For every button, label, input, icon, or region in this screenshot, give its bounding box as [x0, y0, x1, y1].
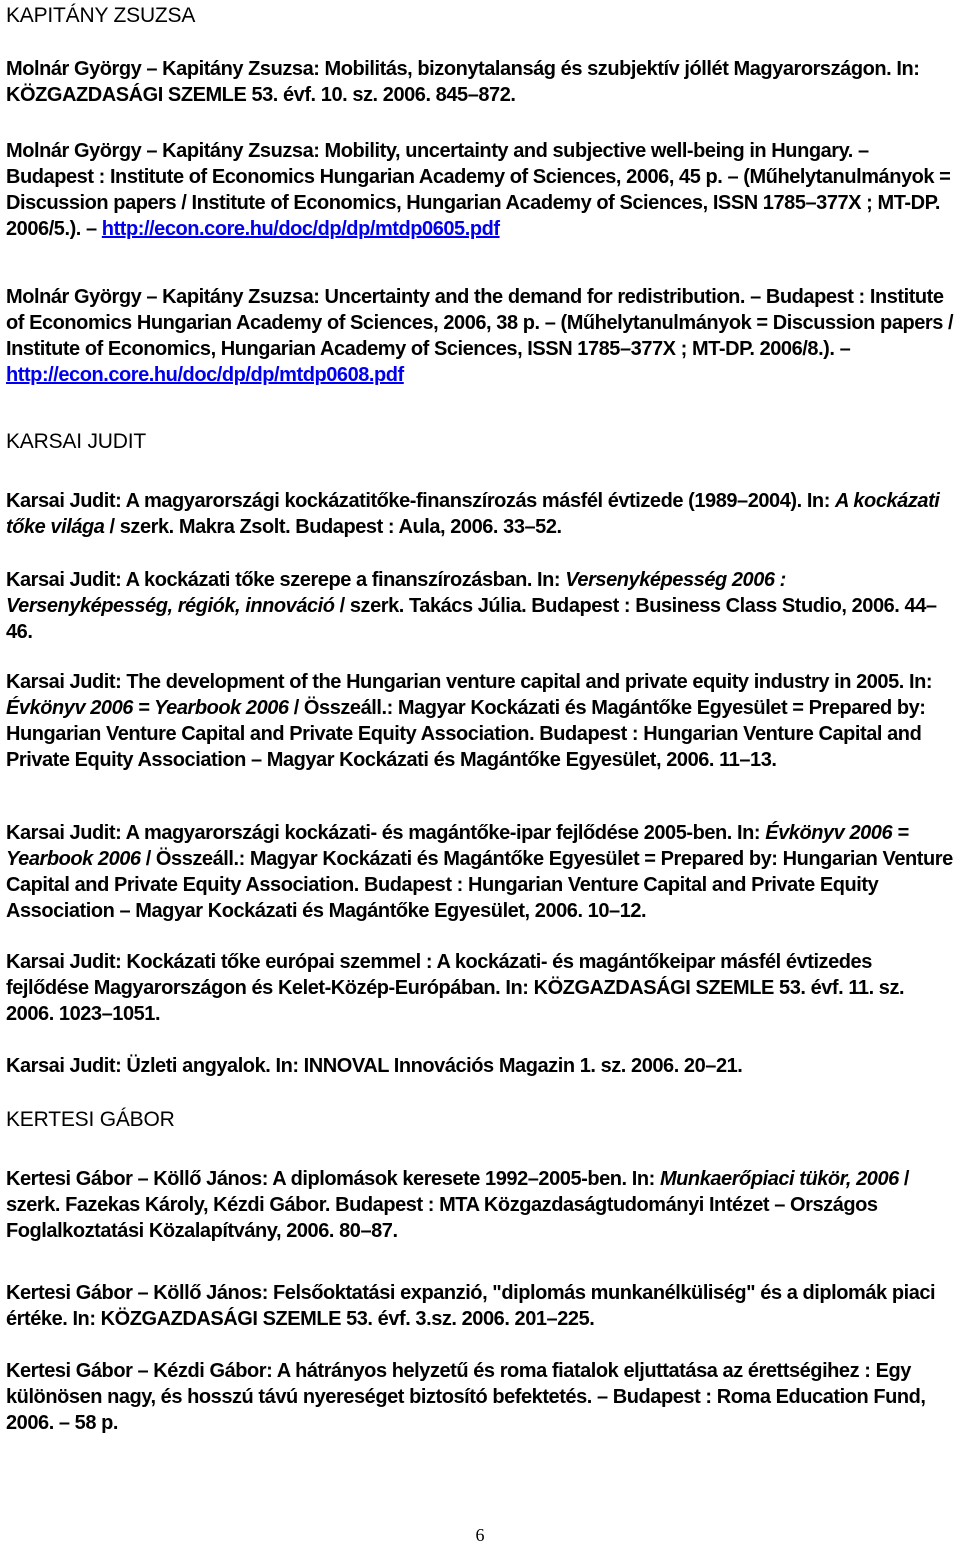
author-heading-kapitany: KAPITÁNY ZSUZSA [6, 4, 196, 27]
bibliography-entry [6, 1053, 742, 1079]
entry-text: Karsai Judit: Üzleti angyalok. In: INNOVAL Innovációs Magazin 1. sz. 2006. 20–21. [6, 1055, 743, 1077]
bibliography-entry [6, 56, 956, 108]
pdf-link[interactable]: http://econ.core.hu/doc/dp/dp/mtdp0608.pdf [6, 364, 404, 386]
author-heading-kertesi: KERTESI GÁBOR [6, 1108, 175, 1131]
entry-text: / szerk. Fazekas Károly, Kézdi Gábor. Budapest : MTA Közgazdaságtudományi Intézet – Országos Foglalkoztatási Közalapítvány, 2006. 80–87. [6, 1168, 910, 1242]
book-title: Évkönyv 2006 = Yearbook 2006 [6, 697, 289, 719]
entry-text: / szerk. Makra Zsolt. Budapest : Aula, 2006. 33–52. [104, 516, 562, 538]
pdf-link[interactable]: http://econ.core.hu/doc/dp/dp/mtdp0605.pdf [101, 218, 500, 240]
bibliography-entry [6, 284, 956, 388]
entry-text: Kertesi Gábor – Köllő János: Felsőoktatási expanzió, "diplomás munkanélküliség" és a diplomák piaci értéke. In: KÖZGAZDASÁGI SZEMLE 53. évf. 3.sz. 2006. 201–225. [6, 1282, 936, 1330]
entry-text: Kertesi Gábor – Kézdi Gábor: A hátrányos helyzetű és roma fiatalok eljuttatása az érettségihez : Egy különösen nagy, és hosszú távú nyereséget biztosító befektetés. – Budapest : Roma Education Fund, 2006. – 58 p. [6, 1360, 926, 1434]
entry-text: Molnár György – Kapitány Zsuzsa: Uncertainty and the demand for redistribution. – Budapest : Institute of Economics Hungarian Academy of Sciences, 2006, 38 p. – (Műhelytanulmányok = Discussion papers / Institute of Economics, Hungarian Academy of Sciences, ISSN 1785–377X ; MT-DP. 2006/8.). – [6, 286, 954, 360]
bibliography-entry [6, 138, 956, 242]
author-heading-karsai: KARSAI JUDIT [6, 430, 146, 453]
book-title: Munkaerőpiaci tükör, 2006 [659, 1168, 899, 1190]
book-title: Évkönyv 2006 = Yearbook 2006 [6, 822, 909, 870]
entry-text: Karsai Judit: A magyarországi kockázati- és magántőke-ipar fejlődése 2005-ben. In: [6, 822, 766, 844]
entry-text: Karsai Judit: The development of the Hungarian venture capital and private equity industry in 2005. In: [6, 671, 933, 693]
entry-text: Karsai Judit: A magyarországi kockázatitőke-finanszírozás másfél évtizede (1989–2004). In: [6, 490, 836, 512]
book-title: Versenyképesség 2006 : Versenyképesség, régiók, innováció [6, 569, 786, 617]
bibliography-entry [6, 1358, 956, 1436]
entry-text: Molnár György – Kapitány Zsuzsa: Mobilitás, bizonytalanság és szubjektív jóllét Magyarországon. In: KÖZGAZDASÁGI SZEMLE 53. évf. 10. sz. 2006. 845–872. [6, 58, 920, 106]
entry-text: / szerk. Takács Júlia. Budapest : Business Class Studio, 2006. 44–46. [6, 595, 937, 643]
bibliography-entry [6, 820, 956, 924]
bibliography-entry [6, 949, 956, 1027]
entry-text: Karsai Judit: Kockázati tőke európai szemmel : A kockázati- és magántőkeipar másfél évtizedes fejlődése Magyarországon és Kelet-Közép-Európában. In: KÖZGAZDASÁGI SZEMLE 53. évf. 11. sz. 2006. 1023–1051. [6, 951, 905, 1025]
bibliography-entry [6, 669, 956, 773]
bibliography-entry [6, 488, 956, 540]
entry-text: / Összeáll.: Magyar Kockázati és Magántőke Egyesület = Prepared by: Hungarian Venture Capital and Private Equity Association. Budapest : Hungarian Venture Capital and Private Equity Association – Magyar Kockázati és Magántőke Egyesület, 2006. 11–13. [6, 697, 926, 771]
bibliography-entry [6, 1280, 956, 1332]
entry-text: / Összeáll.: Magyar Kockázati és Magántőke Egyesület = Prepared by: Hungarian Venture Capital and Private Equity Association. Budapest : Hungarian Venture Capital and Private Equity Association – Magyar Kockázati és Magántőke Egyesület, 2006. 10–12. [6, 848, 953, 922]
page-number: 6 [475, 1525, 485, 1545]
entry-text: Kertesi Gábor – Köllő János: A diplomások keresete 1992–2005-ben. In: [6, 1168, 660, 1190]
entry-text: Molnár György – Kapitány Zsuzsa: Mobility, uncertainty and subjective well-being in Hungary. – Budapest : Institute of Economics Hungarian Academy of Sciences, 2006, 45 p. – (Műhelytanulmányok = Discussion papers / Institute of Economics, Hungarian Academy of Sciences, ISSN 1785–377X ; MT-DP. 2006/5.). – [6, 140, 951, 240]
entry-text: Karsai Judit: A kockázati tőke szerepe a finanszírozásban. In: [6, 569, 566, 591]
bibliography-entry [6, 567, 956, 645]
book-title: A kockázati tőke világa [6, 490, 940, 538]
bibliography-entry [6, 1166, 956, 1244]
